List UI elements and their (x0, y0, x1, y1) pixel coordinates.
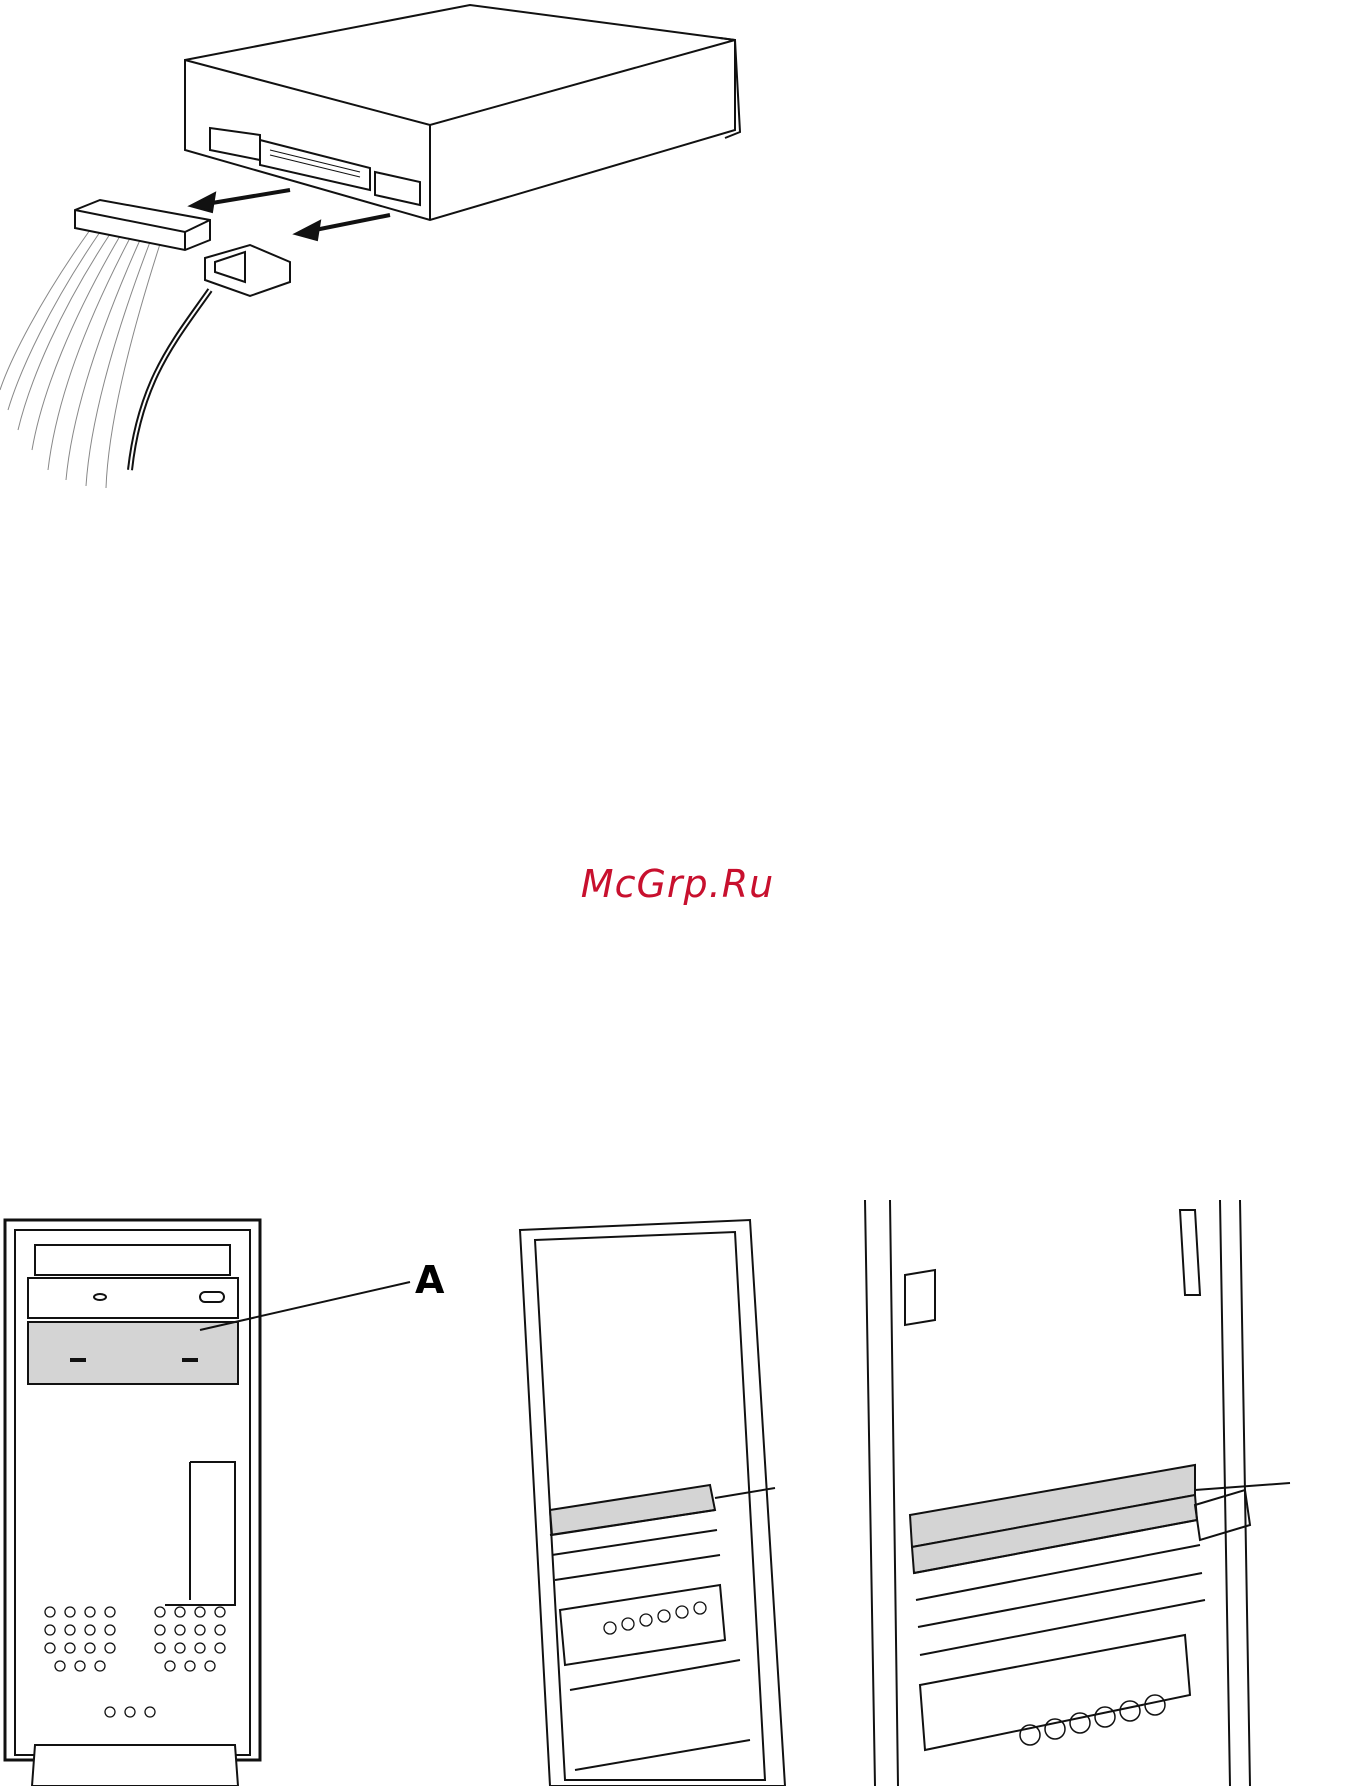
bezel-icon (850, 1195, 1355, 1786)
chassis-icon (0, 1200, 470, 1786)
drive-cable-removal-illustration (0, 0, 760, 490)
callout-label-a: A (415, 1258, 445, 1302)
front-bezel-small-illustration (510, 1210, 820, 1786)
optical-drive-icon (0, 0, 760, 490)
chassis-front-illustration (0, 1200, 470, 1786)
bezel-icon (510, 1210, 820, 1786)
front-bezel-large-illustration (850, 1195, 1355, 1786)
watermark-text: McGrp.Ru (580, 862, 775, 906)
